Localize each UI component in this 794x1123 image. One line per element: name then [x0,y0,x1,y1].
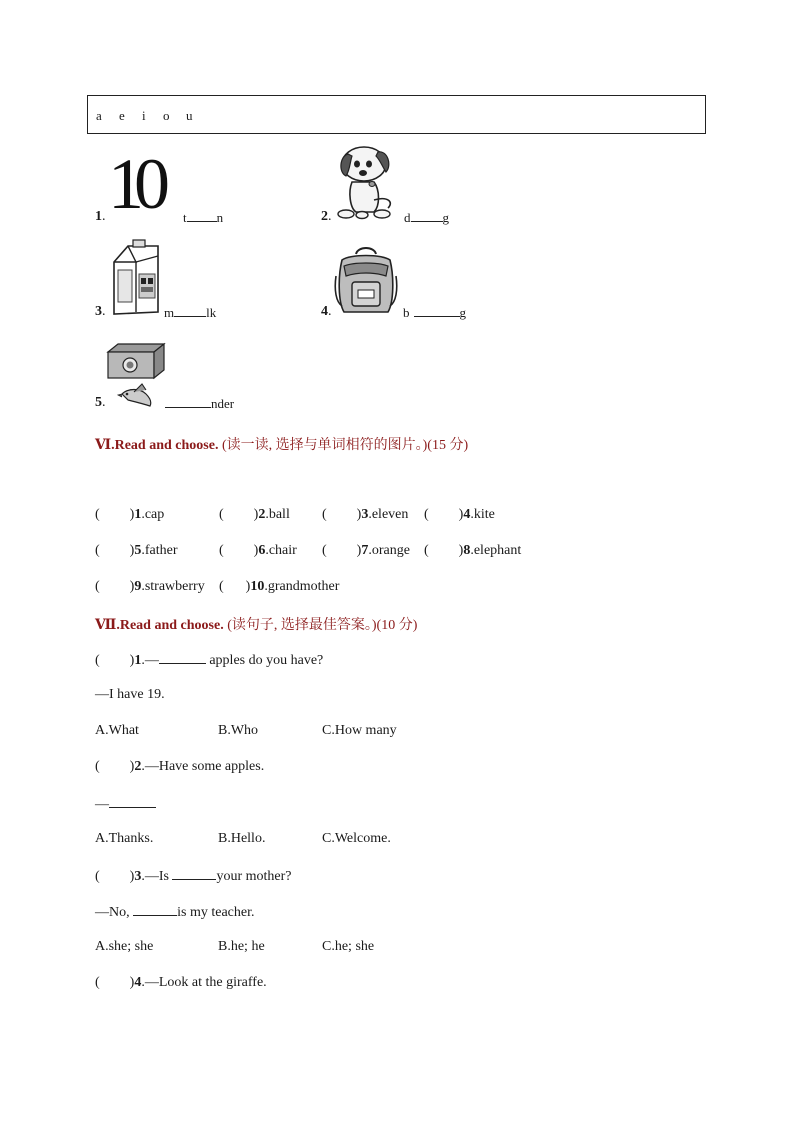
section-6-item: ( )3.eleven [322,507,409,522]
word-suffix: n [216,210,224,225]
section-instructions: (读句子, 选择最佳答案。)(10 分) [227,618,418,633]
item-number: 4 [321,304,328,319]
answer-paren-open: ( [95,507,100,522]
item-number: 10 [250,579,265,594]
word-suffix: g [442,210,449,225]
vowel-i: i [142,108,146,123]
fill-word-4 [403,304,466,321]
letter-blank[interactable] [411,209,443,222]
item-number: 5 [134,543,142,558]
item-number: 1 [134,507,142,522]
backpack-icon [334,246,398,318]
word-suffix: g [459,305,466,320]
question-3-option-b: B.he; he [218,939,265,954]
question-4 [95,975,267,991]
item-word: chair [268,543,297,558]
answer-text-pre: —No, [95,905,134,920]
section-6-item: ( )8.elephant [424,543,522,558]
question-blank[interactable] [159,651,206,664]
answer-paren-open: ( [322,507,327,522]
item-word: ball [268,507,290,522]
section-6-item: ( )5.father [95,543,178,558]
question-text: .—Have some apples. [141,759,265,774]
word-prefix: t [183,210,187,225]
item-word: orange [371,543,410,558]
item-number: 3 [361,507,369,522]
question-number: 1 [134,653,142,668]
section-6-item: ( )2.ball [219,507,290,522]
fill-word-2 [404,209,449,226]
word-prefix: m [164,305,175,320]
item-word: strawberry [144,579,205,594]
picture-item-5: 5. [95,395,106,410]
question-number: 4 [134,975,142,990]
answer-paren-open: ( [322,543,327,558]
vowel-o: o [163,108,170,123]
answer-paren-close: ) [129,869,135,884]
bird-under-box-icon [106,340,166,412]
answer-paren-close: ) [458,507,464,522]
answer-paren-open: ( [95,653,100,668]
word-prefix: d [404,210,411,225]
item-word: kite [473,507,495,522]
question-1-answer: —I have 19. [95,687,165,702]
picture-item-3: 3. [95,304,106,319]
question-text-pre: .— [141,653,159,668]
section-title: Ⅵ.Read and choose. [95,438,219,453]
item-number: 1 [95,209,102,224]
letter-blank[interactable] [174,304,206,317]
answer-paren-close: ) [129,507,135,522]
number-ten-icon: 10 [108,144,160,224]
question-2-answer [95,795,156,813]
answer-paren-close: ) [356,543,362,558]
item-number: 7 [361,543,369,558]
item-number: 9 [134,579,142,594]
answer-paren-close: ) [129,579,135,594]
answer-paren-close: ) [129,759,135,774]
question-text-post: your mother? [216,869,292,884]
section-6-item: ( )7.orange [322,543,410,558]
section-6-item: ( )6.chair [219,543,297,558]
item-number: 2 [321,209,328,224]
question-number: 3 [134,869,142,884]
question-1-option-b: B.Who [218,723,259,738]
answer-paren-open: ( [219,507,224,522]
item-number: 6 [258,543,266,558]
answer-paren-open: ( [95,869,100,884]
item-number: 2 [258,507,266,522]
picture-item-2: 2. [321,209,332,224]
answer-blank[interactable] [109,795,156,808]
section-6-heading [95,434,468,454]
word-prefix: b [403,305,410,320]
vowel-a: a [96,108,102,123]
word-suffix: nder [211,396,235,411]
question-3-answer [95,903,255,921]
question-2-option-b: B.Hello. [218,831,266,846]
answer-paren-close: ) [458,543,464,558]
section-6-item: ( )1.cap [95,507,165,522]
vowel-e: e [119,108,125,123]
question-2-option-c: C.Welcome. [322,831,391,846]
answer-paren-open: ( [424,543,429,558]
item-number: 5 [95,395,102,410]
answer-paren-open: ( [219,543,224,558]
answer-paren-open: ( [95,579,100,594]
question-text-pre: .—Is [141,869,173,884]
item-word: cap [144,507,165,522]
item-word: grandmother [267,579,340,594]
answer-paren-close: ) [129,653,135,668]
answer-paren-open: ( [95,543,100,558]
question-blank[interactable] [172,867,216,880]
item-word: elephant [473,543,522,558]
word-suffix: lk [206,305,217,320]
question-3-option-c: C.he; she [322,939,375,954]
fill-word-1 [183,209,223,226]
answer-paren-open: ( [424,507,429,522]
vowel-u: u [186,108,193,123]
question-1-option-c: C.How many [322,723,397,738]
question-3-option-a: A.she; she [95,939,154,954]
question-1-option-a: A.What [95,723,139,738]
section-6-item: ( )9.strawberry [95,579,205,594]
answer-paren-close: ) [129,543,135,558]
question-number: 2 [134,759,142,774]
picture-item-1: 1. [95,209,106,224]
answer-text-post: is my teacher. [177,905,255,920]
fill-word-5 [165,395,234,412]
letter-blank[interactable] [165,395,211,408]
question-2-option-a: A.Thanks. [95,831,154,846]
answer-dash: — [95,797,109,812]
section-title: Ⅶ.Read and choose. [95,618,224,633]
item-word: eleven [371,507,409,522]
milk-carton-icon [108,240,164,318]
answer-blank[interactable] [133,903,177,916]
question-1 [95,651,323,669]
question-text-post: apples do you have? [205,653,324,668]
item-word: father [144,543,178,558]
section-instructions: (读一读, 选择与单词相符的图片。)(15 分) [221,438,469,453]
section-6-item: ( )10.grandmother [219,579,340,594]
item-number: 8 [463,543,471,558]
question-2 [95,759,264,775]
answer-paren-open: ( [219,579,224,594]
question-3 [95,867,292,885]
answer-paren-close: ) [253,507,259,522]
fill-word-3 [164,304,216,321]
letter-blank[interactable] [187,209,217,222]
letter-blank[interactable] [414,304,460,317]
picture-item-4: 4. [321,304,332,319]
item-number: 3 [95,304,102,319]
answer-paren-open: ( [95,759,100,774]
answer-paren-close: ) [245,579,251,594]
answer-paren-close: ) [253,543,259,558]
answer-paren-close: ) [129,975,135,990]
answer-paren-open: ( [95,975,100,990]
dog-icon [334,142,398,220]
section-6-item: ( )4.kite [424,507,495,522]
item-number: 4 [463,507,471,522]
answer-paren-close: ) [356,507,362,522]
section-7-heading [95,614,417,634]
vowel-box [87,95,706,134]
question-text: .—Look at the giraffe. [141,975,267,990]
